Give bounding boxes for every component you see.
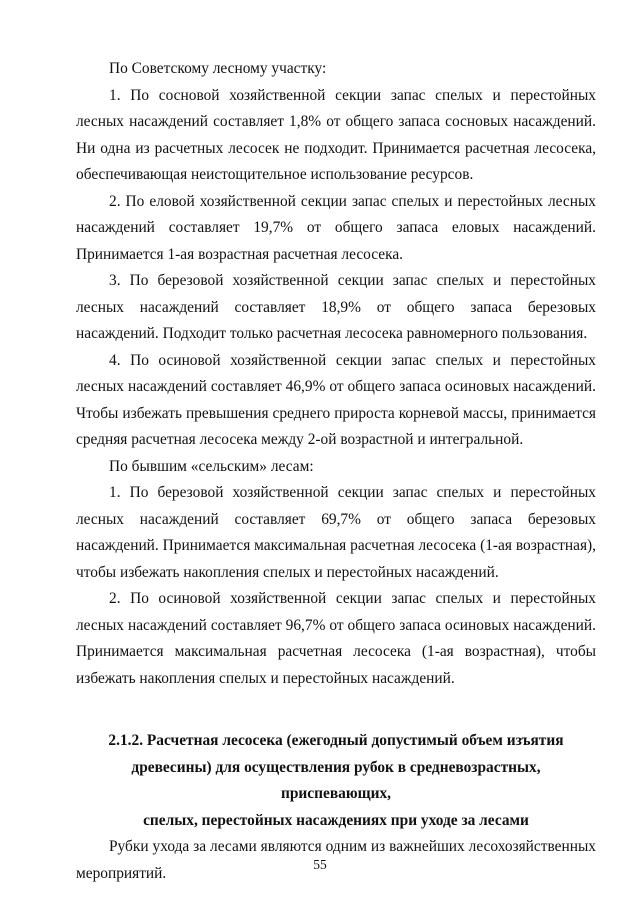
paragraph-birch-section: 3. По березовой хозяйственной секции запас спелых и перестойных лесных насаждений составляет 18,9% от общего запаса березовых насаждений. Подходит только расчетная лесосека равномерного пользования. xyxy=(76,272,596,342)
paragraph-spruce-section: 2. По еловой хозяйственной секции запас спелых и перестойных лесных насаждений составляет 19,7% от общего запаса еловых насаждений. Принимается 1-ая возрастная расчетная лесосека. xyxy=(76,192,596,263)
paragraph-pine-section: 1. По сосновой хозяйственной секции запас спелых и перестойных лесных насаждений составляет 1,8% от общего запаса сосновых насаждений. Ни одна из расчетных лесосек не подходит. Принимается расчетная лесосека, обеспечивающая неистощительное использование ресурсов. xyxy=(76,86,596,183)
section-heading xyxy=(76,728,596,834)
paragraph-rural-aspen-section: 2. По осиновой хозяйственной секции запас спелых и перестойных лесных насаждений составляет 96,7% от общего запаса осиновых насаждений. Принимается максимальная расчетная лесосека (1-ая возрастная), чтобы избежать накопления спелых и перестойных насаждений. xyxy=(76,590,596,687)
paragraph-aspen-section: 4. По осиновой хозяйственной секции запас спелых и перестойных лесных насаждений составляет 46,9% от общего запаса осиновых насаждений. Чтобы избежать превышения среднего прироста корневой массы, принимается средняя расчетная лесосека между 2-ой возрастной и интегральной. xyxy=(76,351,596,448)
section-heading-line-2: древесины) для осуществления рубок в средневозрастных, приспевающих, xyxy=(131,758,541,802)
section-heading-line-1: 2.1.2. Расчетная лесосека (ежегодный допустимый объем изъятия xyxy=(108,732,564,749)
paragraph-sovetsky-intro: По Советскому лесному участку: xyxy=(109,60,327,77)
document-page xyxy=(76,56,596,887)
section-heading-line-3: спелых, перестойных насаждениях при уходе за лесами xyxy=(143,811,529,829)
paragraph-thinning-intro: Рубки ухода за лесами являются одним из важнейших лесохозяйственных мероприятий. xyxy=(76,838,596,882)
paragraph-rural-birch-section: 1. По березовой хозяйственной секции запас спелых и перестойных лесных насаждений составляет 69,7% от общего запаса березовых насаждений. Принимается максимальная расчетная лесосека (1-ая возрастная), чтобы избежать накопления спелых и перестойных насаждений. xyxy=(76,484,596,581)
paragraph-rural-intro: По бывшим «сельским» лесам: xyxy=(109,457,314,475)
page-number: 55 xyxy=(313,857,327,872)
